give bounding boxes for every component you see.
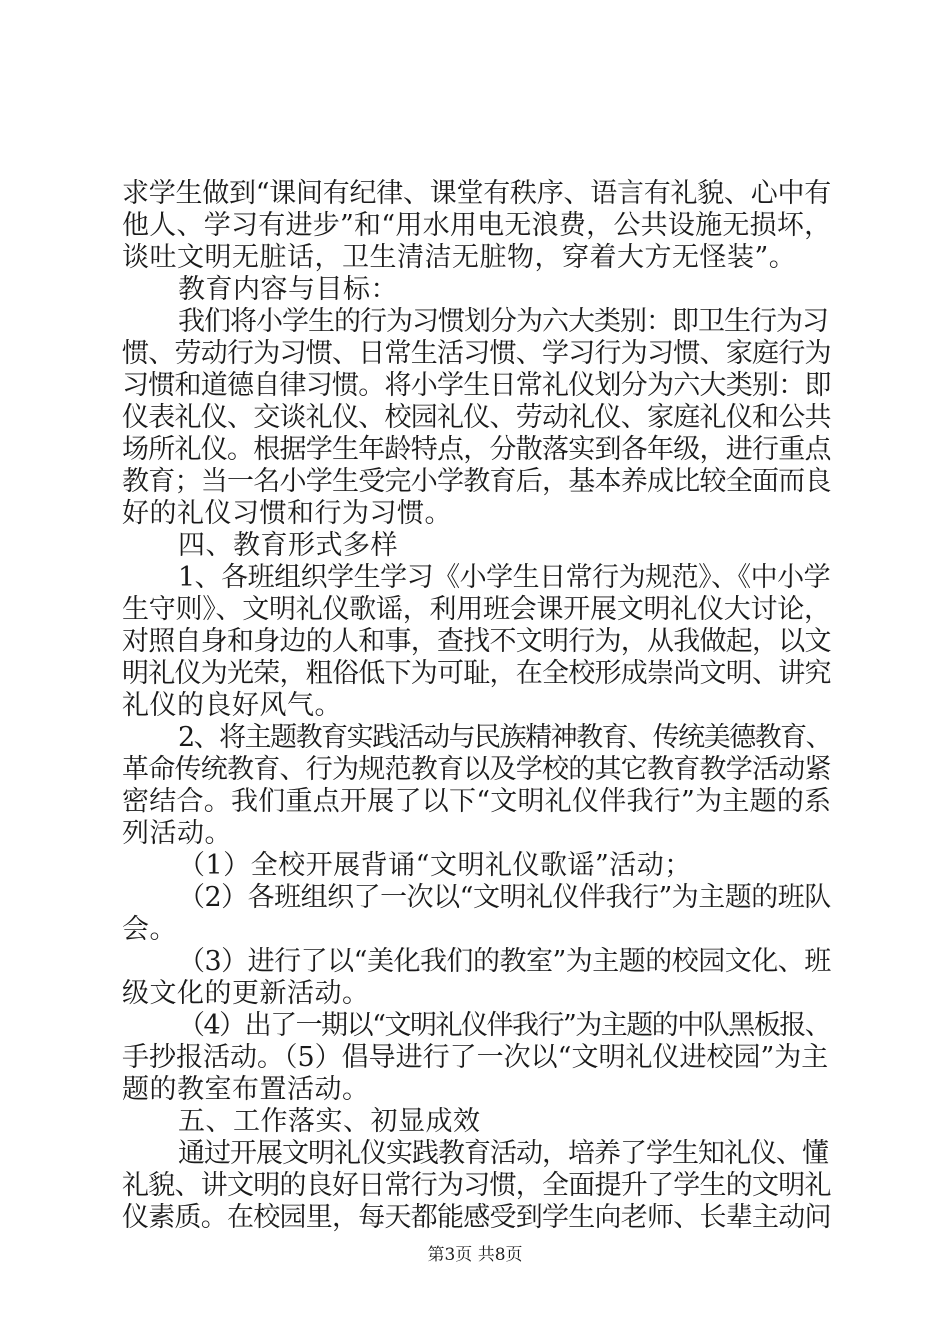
text-line: 求学生做到“课间有纪律、课堂有秩序、语言有礼貌、心中有 — [122, 178, 832, 209]
text-line: 仪素质。在校园里，每天都能感受到学生向老师、长辈主动问 — [122, 1202, 831, 1233]
text-line: 惯、劳动行为习惯、日常生活习惯、学习行为习惯、家庭行为 — [122, 338, 831, 369]
text-line: 密结合。我们重点开展了以下“文明礼仪伴我行”为主题的系 — [122, 786, 832, 817]
text-line: 好的礼仪习惯和行为习惯。 — [122, 498, 452, 529]
text-line: 级文化的更新活动。 — [122, 978, 370, 1009]
section-heading: 五、工作落实、初显成效 — [178, 1106, 481, 1137]
text-line: 习惯和道德自律习惯。将小学生日常礼仪划分为六大类别：即 — [122, 370, 831, 401]
text-line: 礼貌、讲文明的良好日常行为习惯，全面提升了学生的文明礼 — [122, 1170, 831, 1201]
text-line: 教育；当一名小学生受完小学教育后，基本养成比较全面而良 — [122, 466, 831, 497]
text-line: 会。 — [122, 914, 177, 945]
text-line: （2）各班组织了一次以“文明礼仪伴我行”为主题的班队 — [178, 882, 831, 913]
text-line: 谈吐文明无脏话，卫生清洁无脏物，穿着大方无怪装”。 — [122, 242, 797, 273]
page-number-footer: 第3页 共8页 — [427, 1245, 523, 1265]
text-line: （1）全校开展背诵“文明礼仪歌谣”活动； — [178, 850, 692, 881]
section-heading: 四、教育形式多样 — [178, 530, 398, 561]
text-line: 仪表礼仪、交谈礼仪、校园礼仪、劳动礼仪、家庭礼仪和公共 — [122, 402, 831, 433]
text-line: 他人、学习有进步”和“用水用电无浪费，公共设施无损坏， — [122, 210, 832, 241]
text-line: （3）进行了以“美化我们的教室”为主题的校园文化、班 — [178, 946, 831, 977]
text-line: 通过开展文明礼仪实践教育活动，培养了学生知礼仪、懂 — [178, 1138, 828, 1169]
text-line: 1、各班组织学生学习《小学生日常行为规范》、《中小学 — [178, 562, 831, 593]
text-line: 革命传统教育、行为规范教育以及学校的其它教育教学活动紧 — [122, 754, 831, 785]
text-line: 手抄报活动。（5）倡导进行了一次以“文明礼仪进校园”为主 — [122, 1042, 829, 1073]
text-line: （4）出了一期以“文明礼仪伴我行”为主题的中队黑板报、 — [178, 1010, 831, 1041]
text-line: 明礼仪为光荣，粗俗低下为可耻，在全校形成崇尚文明、讲究 — [122, 658, 831, 689]
text-line: 场所礼仪。根据学生年龄特点，分散落实到各年级，进行重点 — [122, 434, 831, 465]
text-line: 生守则》、文明礼仪歌谣，利用班会课开展文明礼仪大讨论， — [122, 594, 831, 625]
text-line: 列活动。 — [122, 818, 232, 849]
section-heading: 教育内容与目标： — [178, 274, 398, 305]
text-line: 礼仪的良好风气。 — [122, 690, 342, 721]
text-line: 2、将主题教育实践活动与民族精神教育、传统美德教育、 — [178, 722, 832, 753]
text-line: 对照自身和身边的人和事，查找不文明行为，从我做起，以文 — [122, 626, 831, 657]
text-line: 题的教室布置活动。 — [122, 1074, 370, 1105]
text-line: 我们将小学生的行为习惯划分为六大类别：即卫生行为习 — [178, 306, 828, 337]
